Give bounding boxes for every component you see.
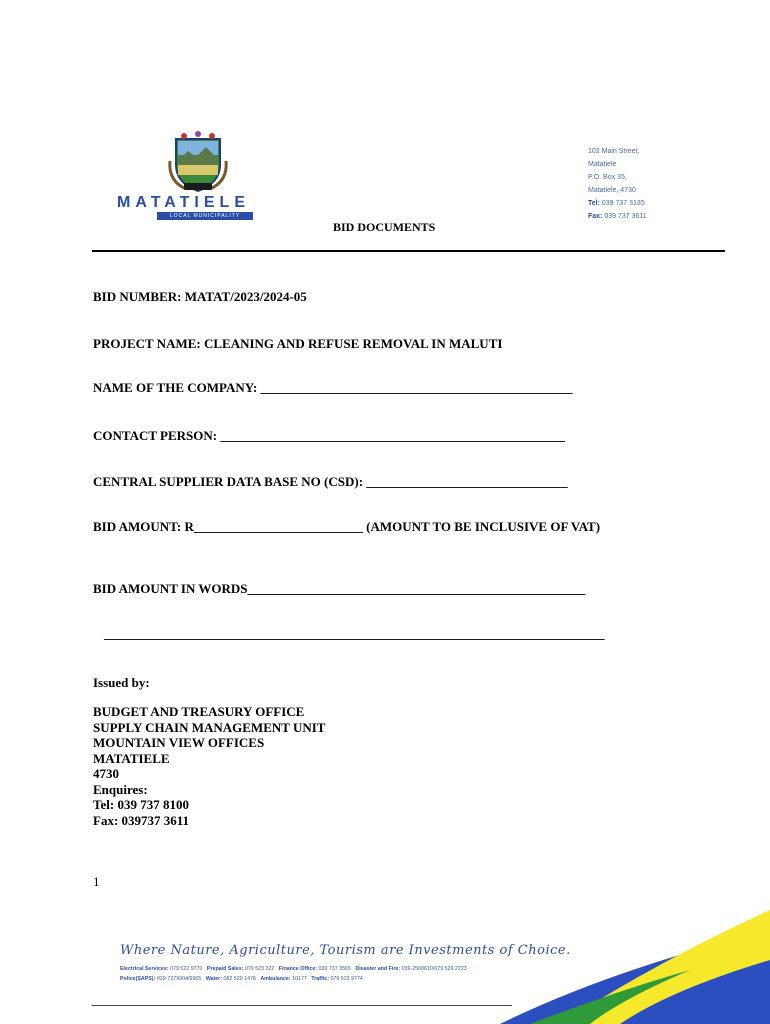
issuer-line: MOUNTAIN VIEW OFFICES (93, 735, 265, 750)
header-divider (92, 250, 725, 252)
issuer-address-block (93, 704, 325, 828)
address-street: 102 Main Street, (588, 148, 640, 155)
municipality-crest-icon (166, 131, 230, 195)
footer-divider (92, 1005, 512, 1006)
issuer-line: 4730 (93, 766, 119, 781)
project-name: PROJECT NAME: CLEANING AND REFUSE REMOVAL IN MALUTI (93, 336, 503, 351)
address-fax: Fax: 039 737 3611 (588, 213, 647, 220)
footer-swoosh-graphic (470, 900, 770, 1024)
address-tel: Tel: 039 737 3135 (588, 200, 645, 207)
company-name-field[interactable]: NAME OF THE COMPANY: ________________________________________________ (93, 380, 573, 395)
bid-amount-words-field[interactable]: BID AMOUNT IN WORDS____________________________________________________ (93, 581, 586, 596)
logo-wordmark: MATATIELE (117, 194, 250, 211)
issuer-line: Tel: 039 737 8100 (93, 797, 189, 812)
footer-contacts-line-1: Electrical Services: 079 522 9770 Prepaid Sales: 079 523 322 Finance Office: 039 737 3565 Disaster and Fire: 039-2560610/079 529 2223 (120, 966, 467, 972)
issued-by-label: Issued by: (93, 675, 150, 690)
csd-field[interactable]: CENTRAL SUPPLIER DATA BASE NO (CSD): _______________________________ (93, 474, 568, 489)
footer-contacts (120, 964, 467, 984)
address-po-box: P.O. Box 35, (588, 174, 627, 181)
contact-person-field[interactable]: CONTACT PERSON: _____________________________________________________ (93, 428, 565, 443)
footer-contacts-line-2: Police(SAPS): 039-7379904/9905 Water: 082 520 1476 Ambulance: 10177 Traffic: 079 522 9774 (120, 976, 363, 982)
address-town: Matatiele (588, 161, 617, 168)
header-address (588, 145, 647, 223)
footer-slogan: Where Nature, Agriculture, Tourism are Investments of Choice. (120, 943, 571, 958)
bid-amount-field[interactable]: BID AMOUNT: R__________________________ (AMOUNT TO BE INCLUSIVE OF VAT) (93, 519, 601, 534)
issuer-line: Fax: 039737 3611 (93, 812, 190, 828)
page-number: 1 (93, 874, 100, 889)
issuer-line: MATATIELE (93, 750, 170, 766)
issuer-line: Enquires: (93, 781, 148, 797)
document-title: BID DOCUMENTS (333, 220, 436, 234)
issuer-line: SUPPLY CHAIN MANAGEMENT UNIT (93, 719, 326, 735)
address-town-code: Matatiele, 4730 (588, 187, 636, 194)
bid-number: BID NUMBER: MATAT/2023/2024-05 (93, 289, 307, 304)
bid-amount-words-continuation[interactable]: _____________________________________________________________________________ (104, 626, 605, 641)
issuer-line: BUDGET AND TREASURY OFFICE (93, 704, 305, 719)
logo-subtitle: LOCAL MUNICIPALITY (157, 212, 253, 220)
